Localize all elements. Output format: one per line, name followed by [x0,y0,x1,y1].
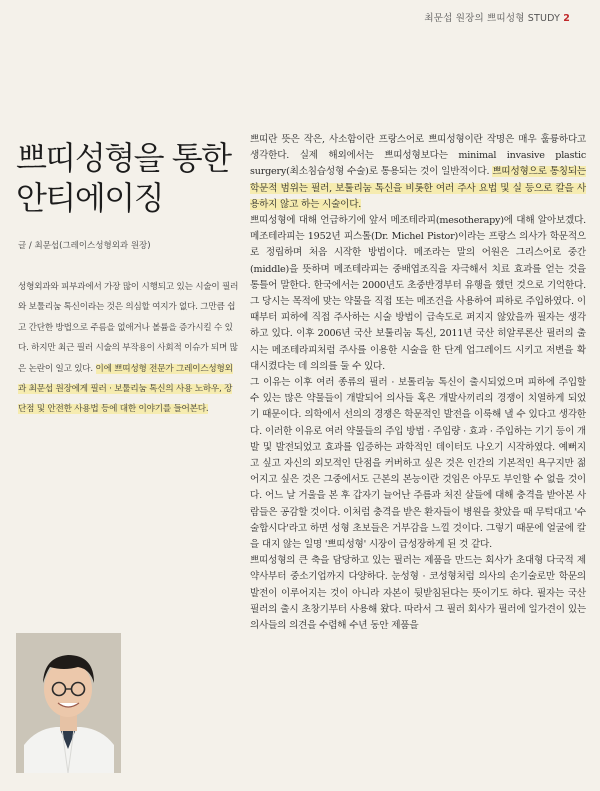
intro-paragraph [18,277,240,420]
header-title: 최문섭 원장의 쁘띠성형 STUDY [424,13,561,24]
header-number: 2 [563,13,570,24]
body-paragraph-3: 그 이유는 이후 여러 종류의 필러 · 보톨리눔 톡신이 출시되었으며 피하에 주입할 수 있는 많은 약물들이 개발되어 의사들 혹은 개발사끼리의 경쟁이 치열하게 되었기 때문이다. 의학에서 선의의 경쟁은 학문적인 발전을 이룩해 낼 수 있다고 생각한다. 이러한 이유로 여러 약물들의 주입 방법 · 주입량 · 효과 · 주입하는 기기 등이 개발 및 발전되었고 효과를 입증하는 과학적인 데이터도 나오기 시작하였다. 예뻐지고 싶고 자신의 외모적인 단점을 커버하고 싶은 것은 인간의 기본적인 욕구지만 젊어지고 싶은 것은 그중에서도 근본의 본능이란 것임은 아무도 부인할 수 없을 것이다. 어느 날 거울을 본 후 갑자기 늘어난 주름과 처진 살들에 대해 충격을 받아본 사람들은 공감할 것이다. 이처럼 충격을 받은 환자들이 병원을 찾았을 때 무턱대고 '수술합시다'라고 하면 성형 초보들은 거부감을 느낄 것이다. 그렇기 때문에 얼굴에 칼을 대지 않는 일명 '쁘띠성형' 시장이 급성장하게 된 것 같다. [250,377,586,551]
body-column [250,132,586,634]
body-paragraph-2: 쁘띠성형에 대해 언급하기에 앞서 메조테라피(mesotherapy)에 대해 알아보겠다. 메조테라피는 1952년 피스톨(Dr. Michel Pistor)이라는 프랑스 의사가 학문적으로 정립하며 처음 시작한 방법이다. 메조라는 말의 어원은 그리스어로 중간(middle)을 뜻하며 메조테라피는 중배엽조직을 자극해서 치료 효과를 얻는 것을 통틀어 말한다. 한국에서는 2000년도 초중반경부터 유행을 했던 것으로 기억한다. 그 당시는 목적에 맞는 약물을 직접 또는 메조건을 사용하여 피하로 주입하였다. 이때부터 피하에 직접 주사하는 시술 방법이 급속도로 퍼지지 않았을까 필자는 생각하고 있다. 이후 2006년 국산 보툴리눔 톡신, 2011년 국산 히알루론산 필러의 출시는 메조테라피처럼 주사를 이용한 시술을 한 단계 업그레이드 시키고 저변을 확대시켰다는 데 의의를 둘 수 있다. [250,215,586,372]
intro-text: 성형외과와 피부과에서 가장 많이 시행되고 있는 시술이 필러와 보툴리눔 톡신이라는 것은 의심할 여지가 없다. 그만큼 쉽고 간단한 방법으로 주름을 없애거나 볼륨을 증가시킬 수 있다. 하지만 최근 필러 시술의 부작용이 사회적 이슈가 되며 많은 논란이 일고 있다. [18,282,239,374]
page-header [424,10,570,24]
p1-highlight: 쁘띠성형으로 통칭되는 학문적 범위는 필러, 보툴리눔 톡신을 비롯한 여러 주사 요법 및 실 등으로 칼을 사용하지 않고 하는 시술이다. [250,166,586,210]
body-paragraph-1 [250,132,586,213]
author-photo [16,633,121,773]
intro-highlight: 이에 쁘띠성형 전문가 그레이스성형외과 최문섭 원장에게 필러 · 보툴리눔 톡신의 사용 노하우, 장단점 및 안전한 사용법 등에 대한 이야기를 들어본다. [18,363,233,415]
body-paragraph-4: 쁘띠성형의 큰 축을 담당하고 있는 필러는 제품을 만드는 회사가 초대형 다국적 제약사부터 중소기업까지 다양하다. 눈성형 · 코성형처럼 의사의 손기술로만 학문의 발전이 이루어지는 것이 아니라 자본이 뒷받침된다는 뜻이기도 하다. 필자는 국산 필러의 출시 초창기부터 사용해 왔다. 따라서 그 필러 회사가 필러에 일가견이 있는 의사들의 의견을 수렴해 수년 동안 제품을 [250,555,586,632]
title-line-2: 안티에이징 [16,179,164,217]
author-portrait-illustration [16,633,121,773]
title-line-1: 쁘띠성형을 통한 [16,139,231,177]
p1-text: 쁘띠란 뜻은 작은, 사소함이란 프랑스어로 쁘띠성형이란 작명은 매우 훌륭하다고 생각한다. 실제 해외에서는 쁘띠성형보다는 minimal invasive plastic surgery(최소침습성형 수술)로 통용되는 것이 일반적이다. [250,134,586,178]
byline: 글 / 최문섭(그레이스성형외과 원장) [18,241,151,251]
article-title [16,138,246,218]
